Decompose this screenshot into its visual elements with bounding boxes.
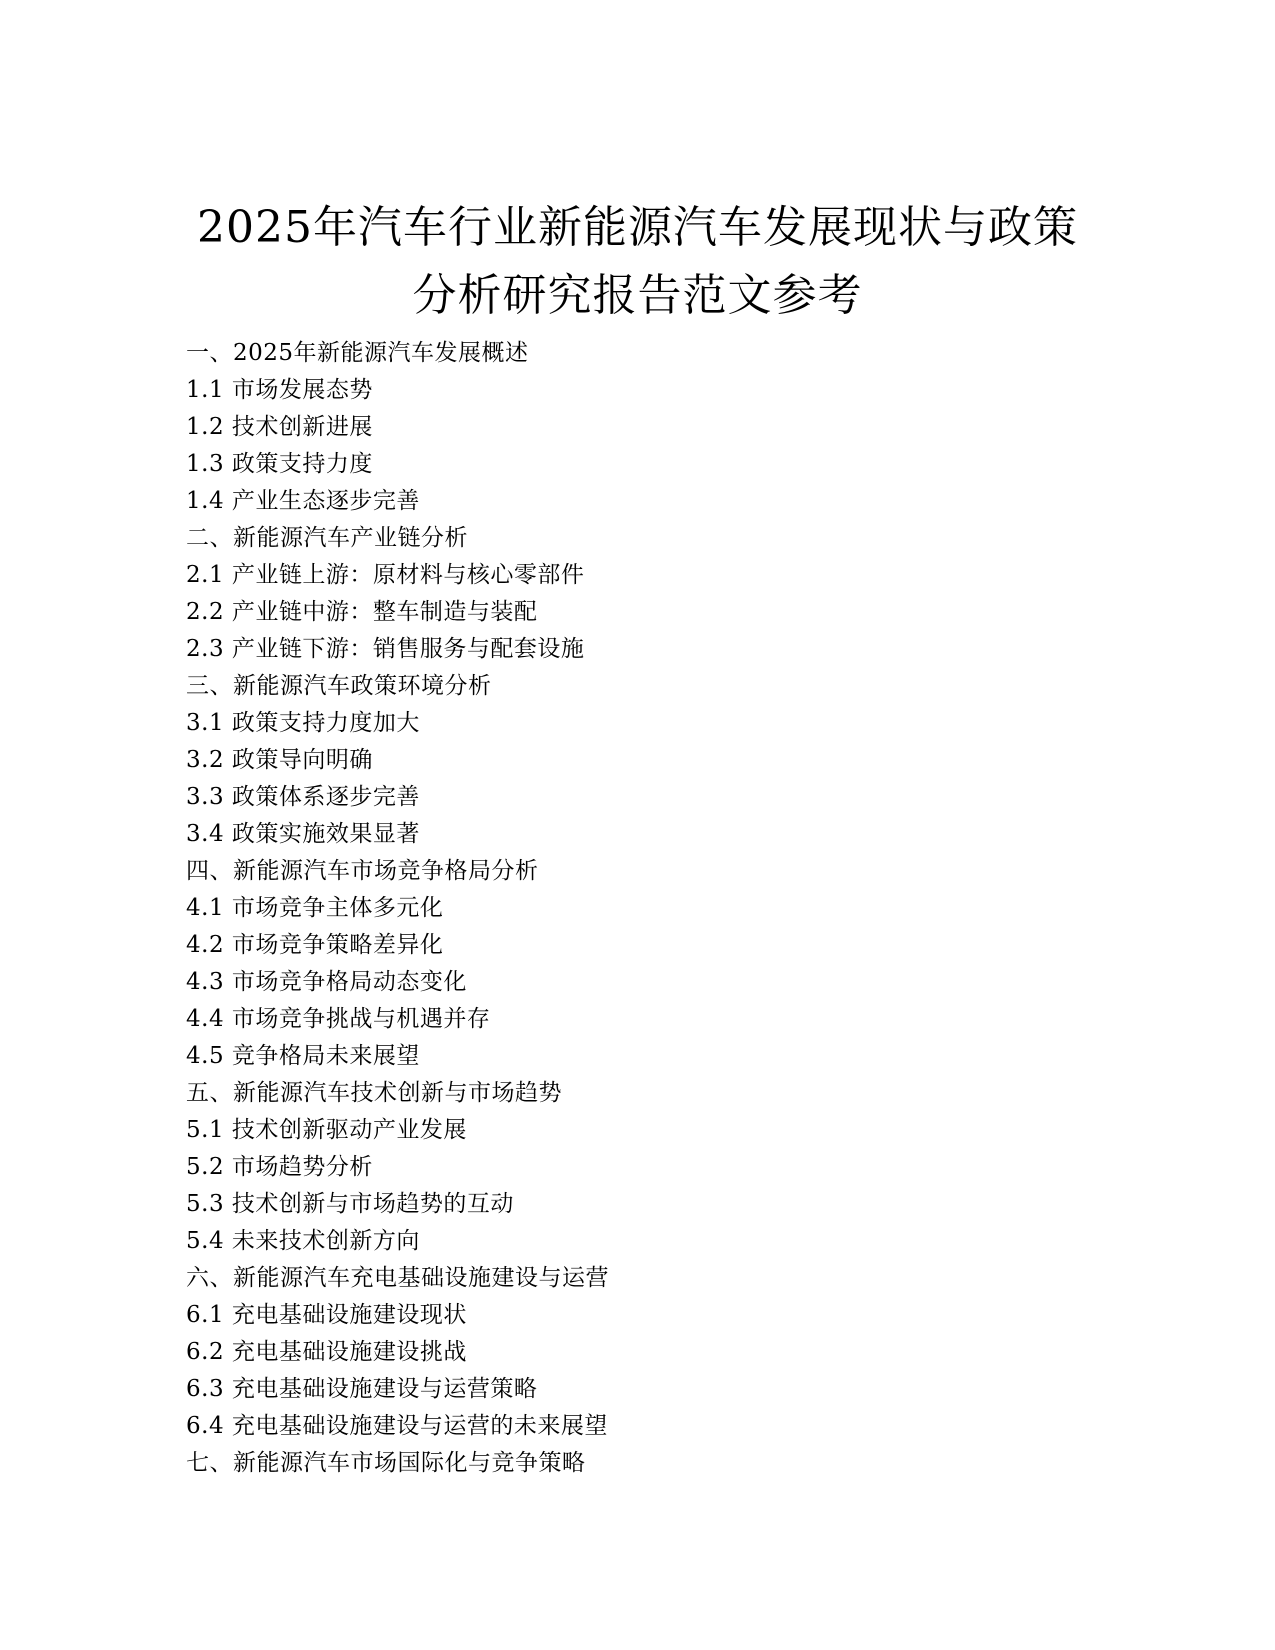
toc-section: 4.4 市场竞争挑战与机遇并存 <box>186 1006 491 1032</box>
toc-section: 3.3 政策体系逐步完善 <box>186 784 420 810</box>
toc-section: 1.1 市场发展态势 <box>186 377 373 403</box>
toc-section: 5.4 未来技术创新方向 <box>186 1228 420 1254</box>
toc-section: 5.3 技术创新与市场趋势的互动 <box>186 1191 514 1217</box>
toc-section: 2.1 产业链上游：原材料与核心零部件 <box>186 562 585 588</box>
toc-chapter-2: 二、新能源汽车产业链分析 <box>186 525 468 551</box>
toc-chapter-3: 三、新能源汽车政策环境分析 <box>186 673 492 699</box>
toc-section: 6.2 充电基础设施建设挑战 <box>186 1339 467 1365</box>
title-line-2: 分析研究报告范文参考 <box>412 270 863 321</box>
toc-section: 4.5 竞争格局未来展望 <box>186 1043 420 1069</box>
toc-section: 1.2 技术创新进展 <box>186 414 373 440</box>
toc-section: 4.2 市场竞争策略差异化 <box>186 932 444 958</box>
toc-chapter-7: 七、新能源汽车市场国际化与竞争策略 <box>186 1450 586 1476</box>
toc-chapter-5: 五、新能源汽车技术创新与市场趋势 <box>186 1080 562 1106</box>
toc-section: 2.3 产业链下游：销售服务与配套设施 <box>186 636 585 662</box>
toc-section: 2.2 产业链中游：整车制造与装配 <box>186 599 538 625</box>
toc-section: 4.3 市场竞争格局动态变化 <box>186 969 467 995</box>
document-title <box>0 194 1275 330</box>
toc-chapter-1: 一、2025年新能源汽车发展概述 <box>186 340 529 366</box>
toc-chapter-4: 四、新能源汽车市场竞争格局分析 <box>186 858 539 884</box>
toc-chapter-6: 六、新能源汽车充电基础设施建设与运营 <box>186 1265 609 1291</box>
table-of-contents <box>186 335 1086 1482</box>
toc-section: 5.1 技术创新驱动产业发展 <box>186 1117 467 1143</box>
toc-section: 3.4 政策实施效果显著 <box>186 821 420 847</box>
toc-section: 6.3 充电基础设施建设与运营策略 <box>186 1376 538 1402</box>
toc-section: 4.1 市场竞争主体多元化 <box>186 895 444 921</box>
toc-section: 1.3 政策支持力度 <box>186 451 373 477</box>
toc-section: 5.2 市场趋势分析 <box>186 1154 373 1180</box>
toc-section: 6.4 充电基础设施建设与运营的未来展望 <box>186 1413 608 1439</box>
toc-section: 1.4 产业生态逐步完善 <box>186 488 420 514</box>
toc-section: 3.1 政策支持力度加大 <box>186 710 420 736</box>
toc-section: 6.1 充电基础设施建设现状 <box>186 1302 467 1328</box>
toc-section: 3.2 政策导向明确 <box>186 747 373 773</box>
title-line-1: 2025年汽车行业新能源汽车发展现状与政策 <box>197 202 1078 253</box>
